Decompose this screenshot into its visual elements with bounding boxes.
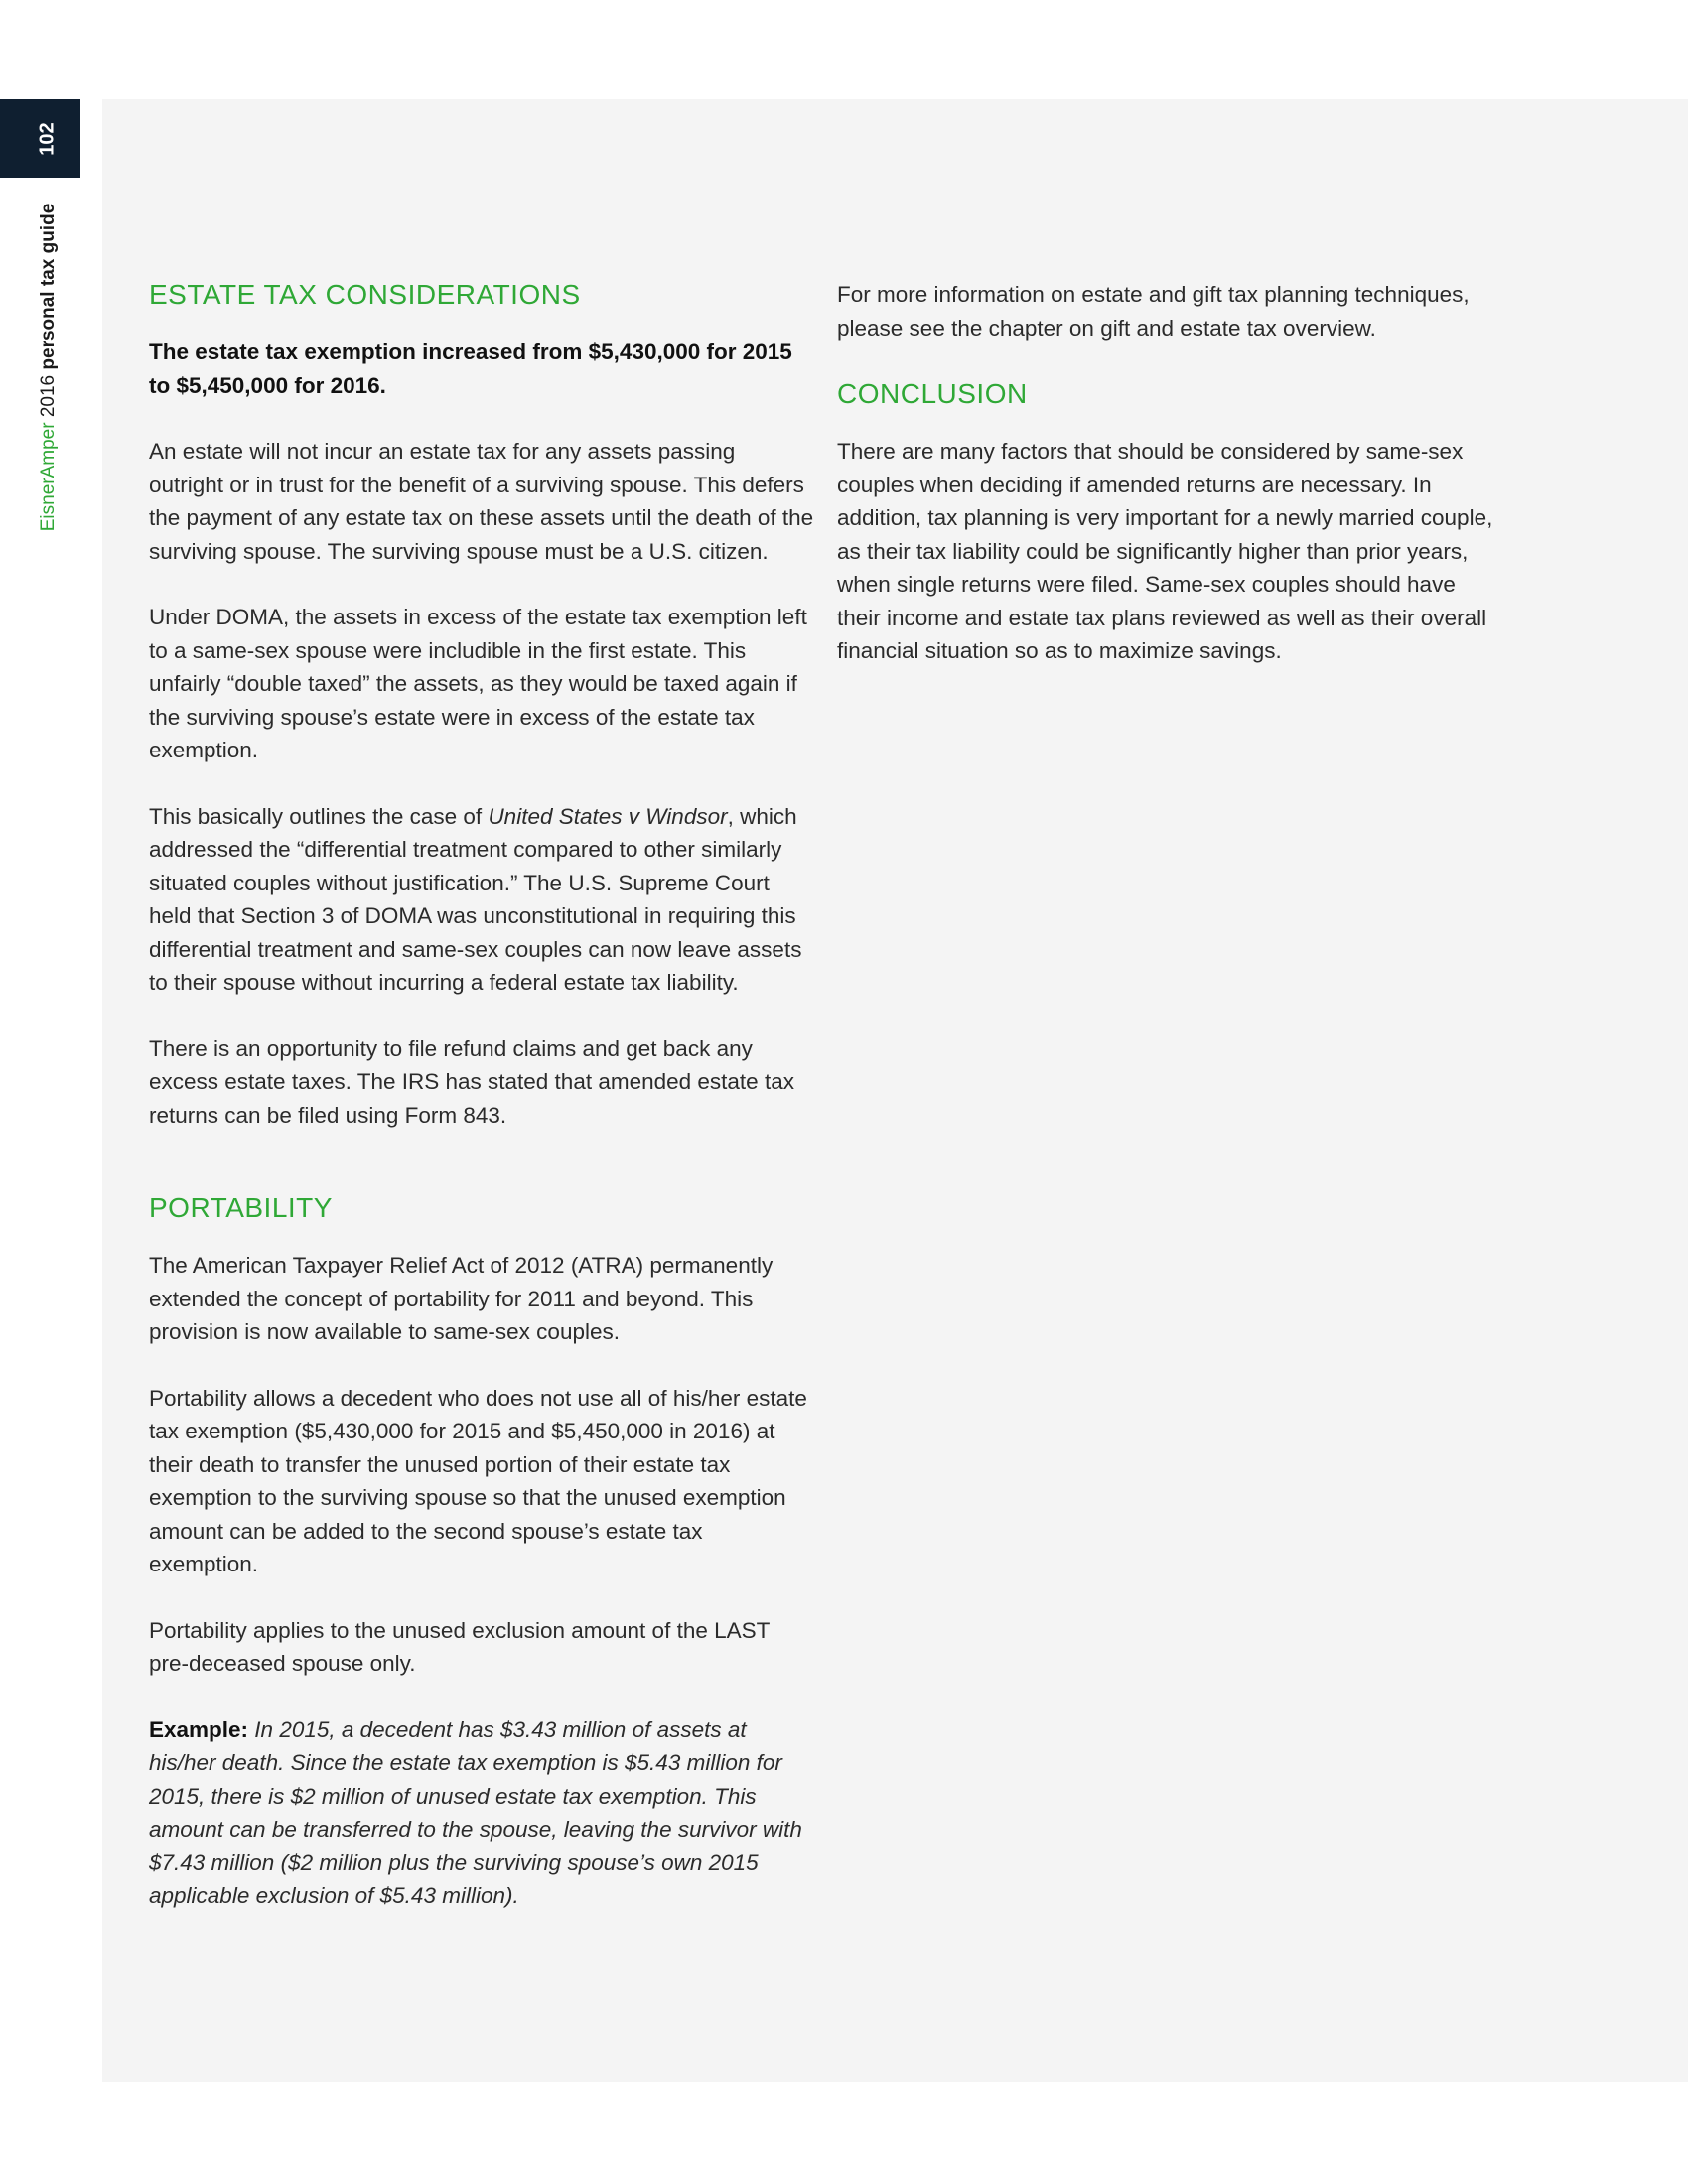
brand-amper: Amper <box>38 422 59 478</box>
estate-tax-paragraph-4: There is an opportunity to file refund claims and get back any excess estate taxes. The IRS has stated that amended estate tax returns can be filed using Form 843. <box>149 1035 794 1128</box>
portability-section <box>149 1191 814 1913</box>
estate-tax-paragraph-3 <box>149 800 814 1000</box>
brand-eisner: Eisner <box>38 478 59 532</box>
running-head <box>38 204 60 532</box>
portability-example <box>149 1713 814 1913</box>
guide-year: 2016 <box>38 369 59 423</box>
page-number: 102 <box>36 122 59 156</box>
windsor-text-a: This basically outlines the case of <box>149 803 489 829</box>
conclusion-heading: CONCLUSION <box>837 378 1028 409</box>
estate-tax-paragraph-1: An estate will not incur an estate tax for any assets passing outright or in trust for the benefit of a surviving spouse. This defers the payment of any estate tax on these assets until the death of the surviving spouse. The surviving spouse must be a U.S. citizen. <box>149 439 814 564</box>
portability-paragraph-1: The American Taxpayer Relief Act of 2012 (ATRA) permanently extended the concept of portability for 2011 and beyond. This provision is now available to same-sex couples. <box>149 1253 774 1344</box>
right-column <box>837 278 1502 701</box>
more-info-paragraph: For more information on estate and gift tax planning techniques, please see the chapter on gift and estate tax overview. <box>837 282 1470 341</box>
example-text: In 2015, a decedent has $3.43 million of assets at his/her death. Since the estate tax exemption is $5.43 million for 2015, there is $2 million of unused estate tax exemption. This amount can be transferred to the spouse, leaving the survivor with $7.43 million ($2 million plus the surviving spouse’s own 2015 applicable exclusion of $5.43 million). <box>149 1716 802 1908</box>
portability-paragraph-2: Portability allows a decedent who does not use all of his/her estate tax exemption ($5,430,000 for 2015 and $5,450,000 in 2016) at their death to transfer the unused portion of their estate tax exemption to the surviving spouse so that the unused exemption amount can be added to the second spouse’s estate tax exemption. <box>149 1385 807 1576</box>
windsor-case-name: United States v Windsor <box>488 803 728 829</box>
portability-paragraph-3: Portability applies to the unused exclusion amount of the LAST pre-deceased spouse only. <box>149 1617 770 1676</box>
estate-tax-heading: ESTATE TAX CONSIDERATIONS <box>149 279 581 310</box>
conclusion-paragraph: There are many factors that should be considered by same-sex couples when deciding if amended returns are necessary. In addition, tax planning is very important for a newly married couple, as their tax liability could be significantly higher than prior years, when single returns were filed. Same-sex couples should have their income and estate tax plans reviewed as well as their overall financial situation so as to maximize savings. <box>837 439 1493 663</box>
estate-tax-paragraph-2: Under DOMA, the assets in excess of the estate tax exemption left to a same-sex spouse were includible in the first estate. This unfairly “double taxed” the assets, as they would be taxed again if the surviving spouse’s estate were in excess of the estate tax exemption. <box>149 605 807 762</box>
left-column <box>149 278 814 1946</box>
estate-tax-section <box>149 278 814 1132</box>
guide-title: personal tax guide <box>38 203 59 370</box>
estate-tax-lead: The estate tax exemption increased from $5,430,000 for 2015 to $5,450,000 for 2016. <box>149 340 792 398</box>
example-label: Example: <box>149 1716 249 1742</box>
windsor-text-b: , which addressed the “differential treatment compared to other similarly situated couples without justification.” The U.S. Supreme Court held that Section 3 of DOMA was unconstitutional in requiring this differential treatment and same-sex couples can now leave assets to their spouse without incurring a federal estate tax liability. <box>149 803 802 995</box>
portability-heading: PORTABILITY <box>149 1192 333 1223</box>
conclusion-section <box>837 377 1502 668</box>
